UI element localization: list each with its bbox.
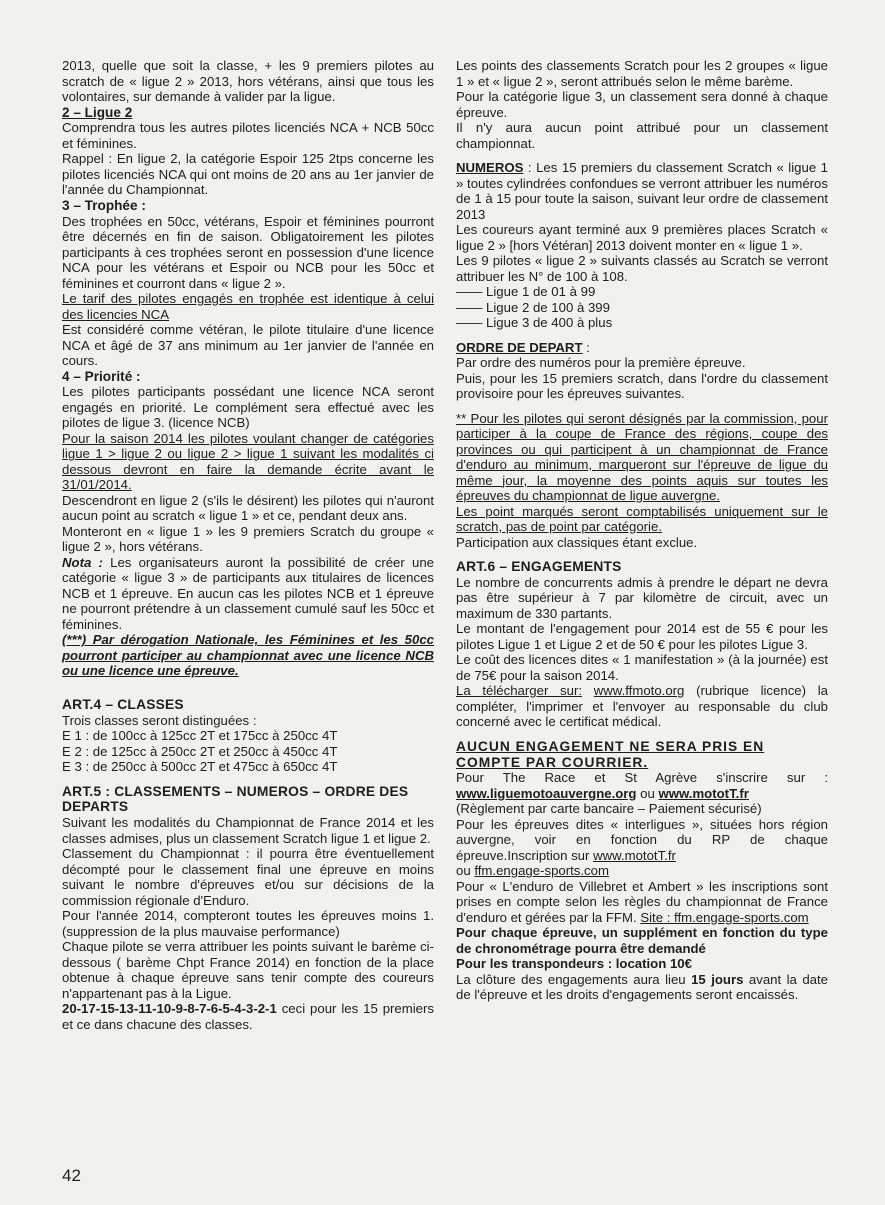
supplement-paragraph: Pour chaque épreuve, un supplément en fonction du type de chronométrage pourra être demandé xyxy=(456,925,828,956)
cloture-paragraph xyxy=(456,972,828,1003)
cloture-text: La clôture des engagements aura lieu xyxy=(456,971,692,987)
cloture-text-end: avant la date de l'épreuve et les droits d'engagements seront encaissés. xyxy=(456,971,829,1003)
paragraph: Comprendra tous les autres pilotes licenciés NCA + NCB 50cc et féminines. xyxy=(62,120,434,151)
ffmoto-link[interactable]: www.ffmoto.org xyxy=(593,683,685,699)
paragraph: Les 9 pilotes « ligue 2 » suivants classés au Scratch se verront attribuer les N° de 100 à 108. xyxy=(456,253,828,284)
paragraph: Il n'y aura aucun point attribué pour un classement championnat. xyxy=(456,120,828,151)
paragraph: Le nombre de concurrents admis à prendre le départ ne devra pas être supérieur à 7 par kilomètre de circuit, avec un maximum de 330 partants. xyxy=(456,574,828,621)
number-range: —— Ligue 3 de 400 à plus xyxy=(456,315,613,330)
paragraph: Pour la catégorie ligue 3, un classement sera donné à chaque épreuve. xyxy=(456,89,828,120)
spacer xyxy=(62,679,434,688)
paragraph-underlined: Pour la saison 2014 les pilotes voulant changer de catégories ligue 1 > ligue 2 ou ligue 2 > ligue 1 suivant les modalités ci dessous devront en faire la demande écrite avant le 31/01/2014. xyxy=(62,430,434,493)
telecharger-text: (rubrique licence) la compléter, l'imprimer et l'envoyer au responsable du club concerné avec le certificat médical. xyxy=(456,683,828,730)
paragraph: Des trophées en 50cc, vétérans, Espoir et féminines pourront être décernés en fin de saison. Obligatoirement les pilotes participants à ces trophées seront en possession d'une licence NCA pour les vétérans et Espoir ou NCB pour les 50cc et féminines et courront dans « ligue 2 ». xyxy=(62,213,434,291)
bareme-text: ceci pour les 15 premiers et ce dans chacune des classes. xyxy=(62,1001,434,1032)
spacer xyxy=(62,688,434,697)
section-heading-art4: ART.4 – CLASSES xyxy=(62,696,184,712)
paragraph: Le montant de l'engagement pour 2014 est de 55 € pour les pilotes Ligue 1 et Ligue 2 et de 50 € pour les pilotes Ligue 3. xyxy=(456,621,828,652)
ordre-heading xyxy=(456,340,828,356)
paragraph: Descendront en ligue 2 (s'ils le désirent) les pilotes qui n'auront aucun point au scratch « ligue 1 » et ce, pendant deux ans. xyxy=(62,492,434,524)
paragraph: Trois classes seront distinguées : xyxy=(62,712,257,728)
spacer xyxy=(456,331,828,340)
class-item: E 3 : de 250cc à 500cc 2T et 475cc à 650cc 4T xyxy=(62,759,338,775)
page-number: 42 xyxy=(62,1166,81,1185)
paragraph: Les points des classements Scratch pour les 2 groupes « ligue 1 » et « ligue 2 », seront attribués selon le même barème. xyxy=(456,58,828,89)
section-heading-art6: ART.6 – ENGAGEMENTS xyxy=(456,559,622,574)
spacer xyxy=(456,402,828,411)
mototT-link[interactable]: www.mototT.fr xyxy=(593,847,676,863)
cloture-delay: 15 jours xyxy=(691,971,744,987)
left-column xyxy=(62,58,434,1032)
paragraph: Pour l'année 2014, compteront toutes les épreuves moins 1.(suppression de la plus mauvaise performance) xyxy=(62,908,434,939)
paragraph: Rappel : En ligue 2, la catégorie Espoir 125 2tps concerne les pilotes licenciés NCA qui ont moins de 20 ans au 1er janvier de l'année du Championnat. xyxy=(62,151,434,198)
paragraph: Les pilotes participants possédant une licence NCA seront engagés en priorité. Le complément sera effectué avec les pilotes de ligue 3. (licence NCB) xyxy=(62,384,434,431)
liguemotoauvergne-link[interactable]: www.liguemotoauvergne.org xyxy=(456,785,637,801)
spacer xyxy=(62,775,434,784)
numeros-text: : Les 15 premiers du classement Scratch « ligue 1 » toutes cylindrées confondues se verront attribuer les numéros de 1 à 15 pour toute la saison, suivant leur ordre de classement 2013 xyxy=(456,160,828,222)
paragraph: Puis, pour les 15 premiers scratch, dans l'ordre du classement provisoire pour les épreuves suivantes. xyxy=(456,370,828,401)
number-range: —— Ligue 1 de 01 à 99 xyxy=(456,284,596,299)
paragraph: Est considéré comme vétéran, le pilote titulaire d'une licence NCA et âgé de 37 ans minimum au 1er janvier de l'année en cours. xyxy=(62,322,434,369)
paragraph: Classement du Championnat : il pourra être éventuellement décompté pour le classement final une épreuve en moins suivant le nombre d'épreuves et/ou sur décisions de la commission régionale d'Enduro. xyxy=(62,846,434,908)
derogation-paragraph: (***) Par dérogation Nationale, les Féminines et les 50cc pourront participer au championnat avec une licence NCB ou une licence une épreuve. xyxy=(62,632,434,679)
paragraph: (Règlement par carte bancaire – Paiement sécurisé) xyxy=(456,801,762,817)
villebret-paragraph xyxy=(456,879,828,926)
paragraph: Suivant les modalités du Championnat de France 2014 et les classes admises, plus un classement Scratch ligue 1 et ligue 2. xyxy=(62,815,434,846)
paragraph: Participation aux classiques étant exclue. xyxy=(456,534,698,550)
telecharger-paragraph xyxy=(456,683,828,730)
numeros-label: NUMEROS xyxy=(456,160,524,175)
class-item: E 2 : de 125cc à 250cc 2T et 250cc à 450cc 4T xyxy=(62,743,338,759)
paragraph-underlined: ** Pour les pilotes qui seront désignés par la commission, pour participer à la coupe de France des régions, coupe des provinces ou qui participent à un championnat de France d'enduro au minimum, marqueront sur l'épreuve de ligue du même jour, la moyenne des points aquis sur toutes les épreuves du championnat de ligue auvergne. xyxy=(456,410,828,503)
bareme-paragraph xyxy=(62,1001,434,1032)
ou-text: ou xyxy=(456,863,475,879)
paragraph: Le coût des licences dites « 1 manifestation » (à la journée) est de 75€ pour la saison 2014. xyxy=(456,652,828,683)
transpondeurs-paragraph: Pour les transpondeurs : location 10€ xyxy=(456,956,692,972)
mototT-link[interactable]: www.mototT.fr xyxy=(658,785,749,801)
villebret-text: Pour « L'enduro de Villebret et Ambert » les inscriptions sont prises en compte selon les règles du championnat de France d'enduro et gérées par la FFM. xyxy=(456,878,828,925)
engage-sports-line xyxy=(456,863,828,879)
bareme-points: 20-17-15-13-11-10-9-8-7-6-5-4-3-2-1 xyxy=(62,1001,277,1017)
section-heading-ligue-2: 2 – Ligue 2 xyxy=(62,104,133,120)
paragraph: 2013, quelle que soit la classe, + les 9 premiers pilotes au scratch de « ligue 2 » 2013, hors vétérans, ainsi que tous les volontaires, sur demande à valider par la ligue. xyxy=(62,58,434,104)
nota-text: Les organisateurs auront la possibilité de créer une catégorie « ligue 3 » de participants aux titulaires de licences NCB et 1 épreuve. En aucun cas les pilotes NCB et 1 épreuve ne pourront prétendre à un classement cumulé sauf les 50cc et féminines. xyxy=(62,554,434,632)
number-range: —— Ligue 2 de 100 à 399 xyxy=(456,299,610,315)
paragraph-underlined: Les point marqués seront comptabilisés uniquement sur le scratch, pas de point par catégorie. xyxy=(456,503,828,534)
ordre-suffix: : xyxy=(582,339,590,355)
spacer xyxy=(456,730,828,739)
paragraph-underlined: Le tarif des pilotes engagés en trophée est identique à celui des licencies NCA xyxy=(62,291,434,322)
nota-label: Nota : xyxy=(62,554,103,570)
class-item: E 1 : de 100cc à 125cc 2T et 175cc à 250cc 4T xyxy=(62,728,338,744)
inscription-text: Pour The Race et St Agrève s'inscrire sur : xyxy=(456,770,828,786)
ordre-label: ORDRE DE DEPART xyxy=(456,339,583,355)
telecharger-label: La télécharger sur: xyxy=(456,683,583,699)
engage-sports-link[interactable]: ffm.engage-sports.com xyxy=(474,863,609,879)
nota-paragraph xyxy=(62,555,434,633)
paragraph: Les coureurs ayant terminé aux 9 premières places Scratch « ligue 2 » [hors Vétéran] 2013 doivent monter en « ligue 1 ». xyxy=(456,222,828,253)
paragraph: Monteront en « ligue 1 » les 9 premiers Scratch du groupe « ligue 2 », hors vétérans. xyxy=(62,523,434,555)
numeros-paragraph xyxy=(456,160,828,222)
interligues-text: Pour les épreuves dites « interligues », situées hors région auvergne, voir en fonction du RP de chaque épreuve.Inscription sur xyxy=(456,816,828,863)
paragraph: Chaque pilote se verra attribuer les points suivant le barème ci-dessous ( barème Chpt France 2014) en fonction de la place obtenue à chaque épreuve sans tenir compte des coureurs n'appartenant pas à la Ligue. xyxy=(62,939,434,1001)
spacer xyxy=(456,151,828,160)
spacer xyxy=(456,550,828,559)
section-heading-trophee: 3 – Trophée : xyxy=(62,197,146,213)
section-heading-priorite: 4 – Priorité : xyxy=(62,368,141,384)
right-column xyxy=(456,58,828,1003)
inscription-paragraph xyxy=(456,770,828,801)
ffm-site-link[interactable]: Site : ffm.engage-sports.com xyxy=(640,909,809,925)
paragraph: Par ordre des numéros pour la première épreuve. xyxy=(456,355,746,370)
ou-text: ou xyxy=(636,785,659,801)
aucun-engagement-heading: AUCUN ENGAGEMENT NE SERA PRIS EN COMPTE PAR COURRIER. xyxy=(456,738,765,770)
interligues-paragraph xyxy=(456,817,828,864)
section-heading-art5: ART.5 : CLASSEMENTS – NUMEROS – ORDRE DES DEPARTS xyxy=(62,783,409,815)
